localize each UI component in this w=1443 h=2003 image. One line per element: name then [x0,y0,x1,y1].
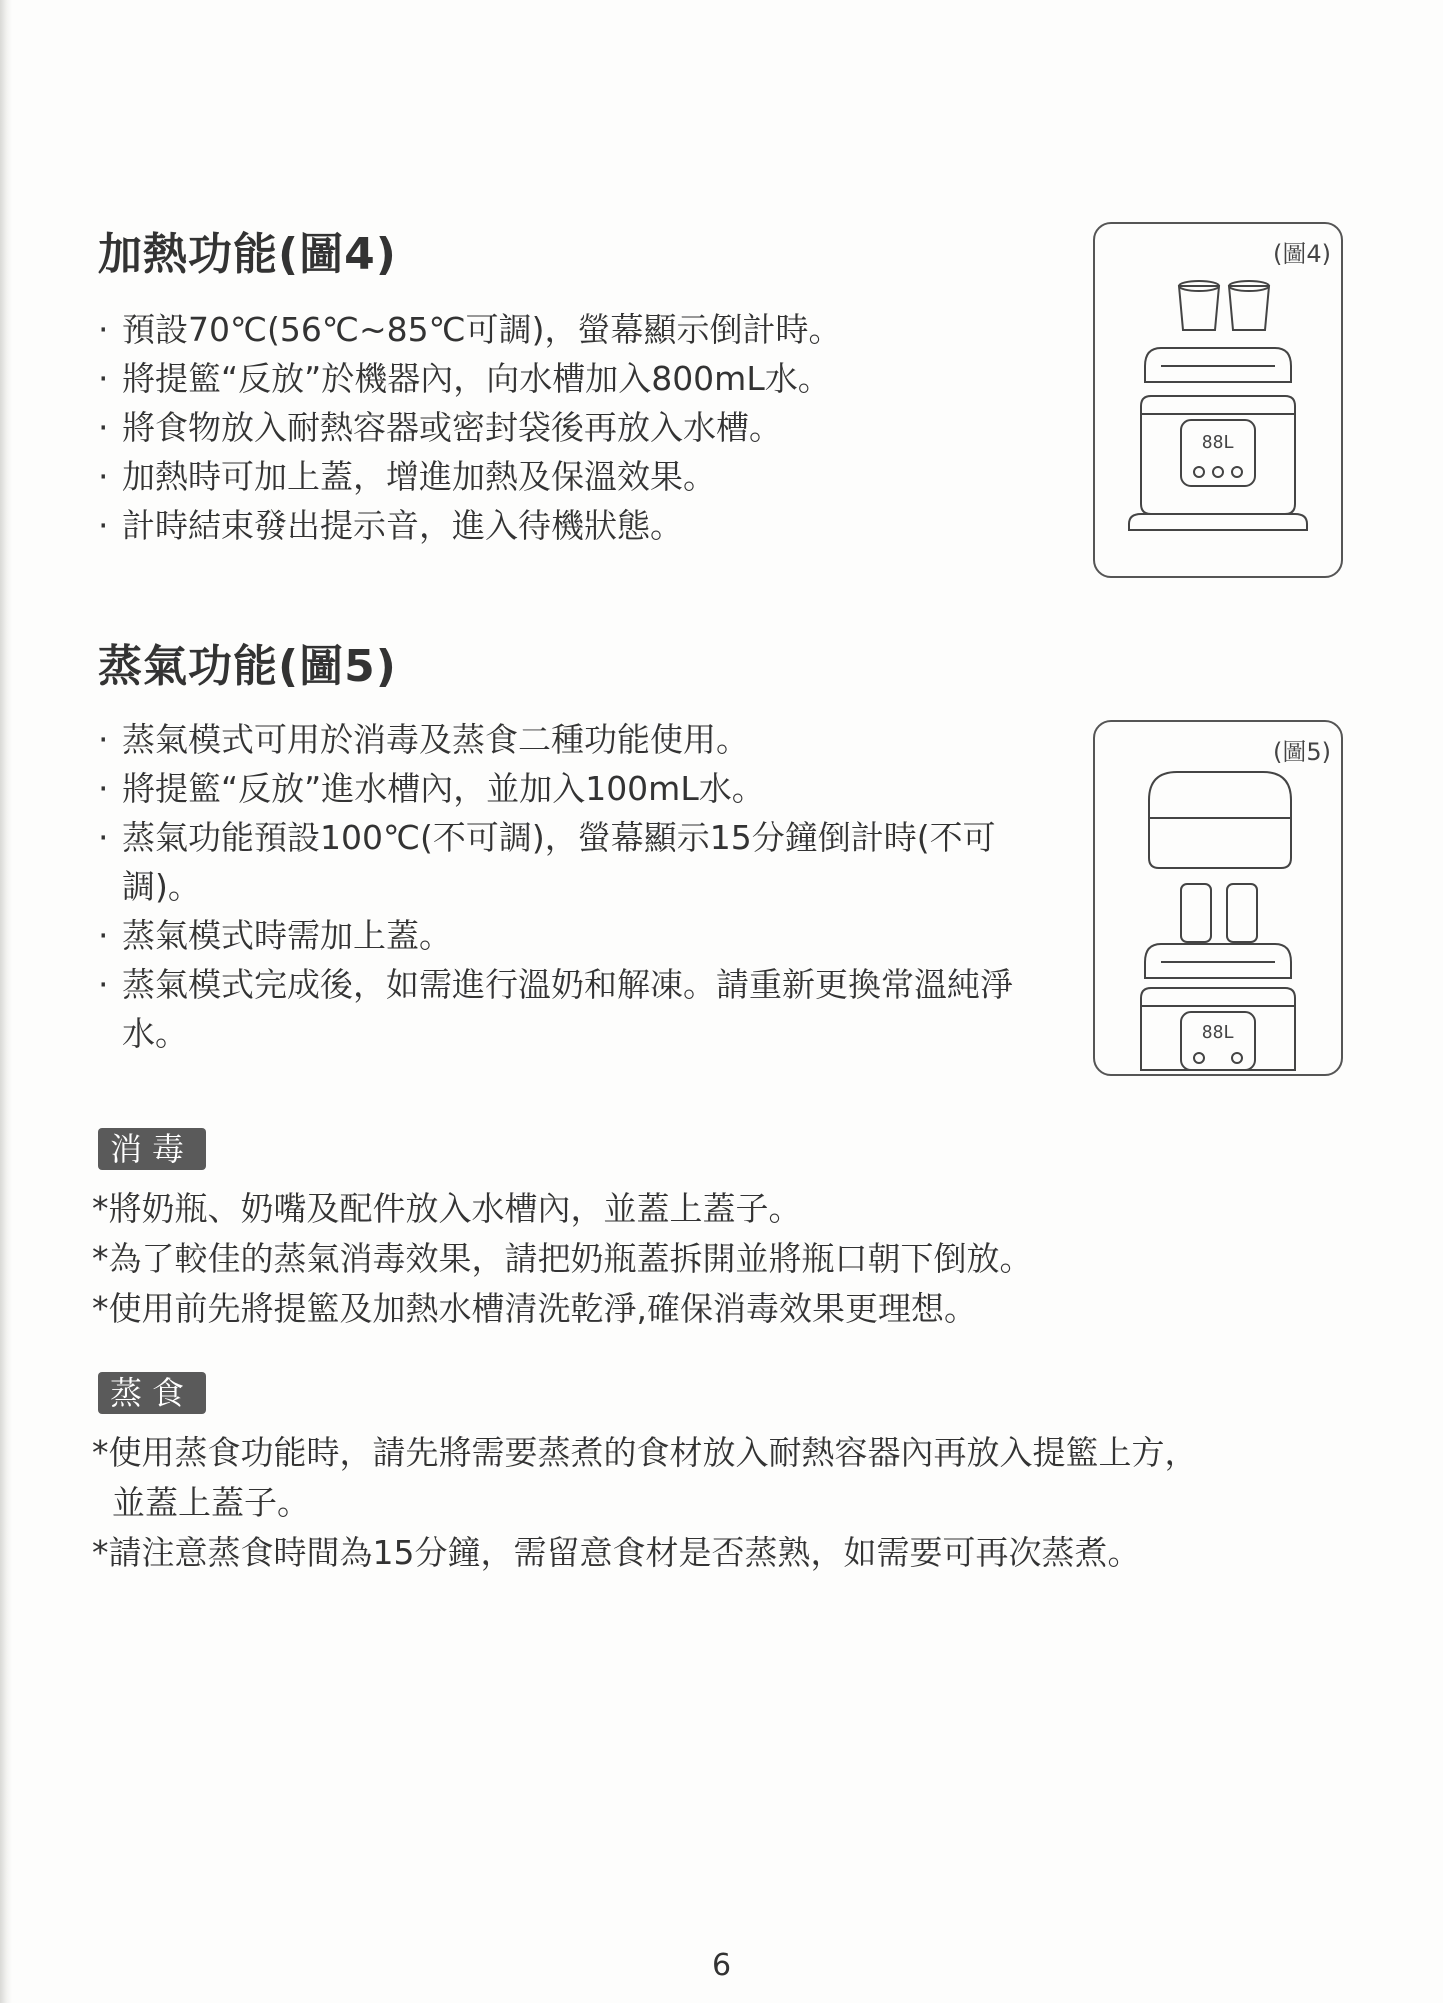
bottle-right-icon [1227,884,1257,942]
note-line: *為了較佳的蒸氣消毒效果，請把奶瓶蓋拆開並將瓶口朝下倒放。 [92,1239,1033,1278]
steam-function-list [98,715,1058,1058]
list-item: · 加熱時可加上蓋，增進加熱及保溫效果。 [98,452,1058,501]
note-line: *使用蒸食功能時，請先將需要蒸煮的食材放入耐熱容器內再放入提籃上方， [92,1433,1198,1472]
bottle-left-icon [1181,884,1211,942]
figure-4-heating-setup [1093,222,1343,578]
figure-4-label: (圖4) [1273,240,1331,268]
list-item: · 將食物放入耐熱容器或密封袋後再放入水槽。 [98,403,1058,452]
heating-function-list [98,305,1058,550]
disinfect-tag: 消毒 [98,1128,206,1170]
heating-function-heading: 加熱功能(圖4) [98,229,397,280]
note-line: *使用前先將提籃及加熱水槽清洗乾淨,確保消毒效果更理想。 [92,1289,977,1328]
list-item: · 計時結束發出提示音，進入待機狀態。 [98,501,1058,550]
scan-edge [0,0,12,2003]
figure-5-label: (圖5) [1273,738,1331,766]
list-item: · 將提籃“反放”於機器內，向水槽加入800mL水。 [98,354,1058,403]
container-right-icon [1229,286,1269,330]
container-left-icon [1179,286,1219,330]
list-item: · 蒸氣功能預設100℃(不可調)，螢幕顯示15分鐘倒計時(不可調)。 [98,813,1072,911]
list-item: · 預設70℃(56℃~85℃可調)，螢幕顯示倒計時。 [98,305,1058,354]
page-number: 6 [711,1948,732,1983]
bottle-warmer-steam-illustration [1095,722,1341,1074]
steam-food-notes [92,1428,1342,1578]
steam-food-tag: 蒸食 [98,1372,206,1414]
bottle-warmer-heating-illustration [1095,224,1341,576]
lid-icon [1149,772,1291,868]
list-item: · 蒸氣模式時需加上蓋。 [98,911,1072,960]
list-item: · 蒸氣模式完成後，如需進行溫奶和解凍。請重新更換常溫純淨水。 [98,960,1072,1058]
display-readout: 88L [1201,1022,1235,1043]
list-item: · 將提籃“反放”進水槽內，並加入100mL水。 [98,764,1072,813]
steam-function-heading: 蒸氣功能(圖5) [98,641,397,692]
machine-base-icon [1129,514,1307,530]
disinfect-notes [92,1184,1342,1334]
note-line-continuation: 並蓋上蓋子。 [112,1483,310,1522]
display-readout: 88L [1201,432,1235,453]
note-line: *將奶瓶、奶嘴及配件放入水槽內，並蓋上蓋子。 [92,1189,802,1228]
figure-5-steam-setup [1093,720,1343,1076]
list-item: · 蒸氣模式可用於消毒及蒸食二種功能使用。 [98,715,1072,764]
note-line: *請注意蒸食時間為15分鐘，需留意食材是否蒸熟，如需要可再次蒸煮。 [92,1533,1141,1572]
